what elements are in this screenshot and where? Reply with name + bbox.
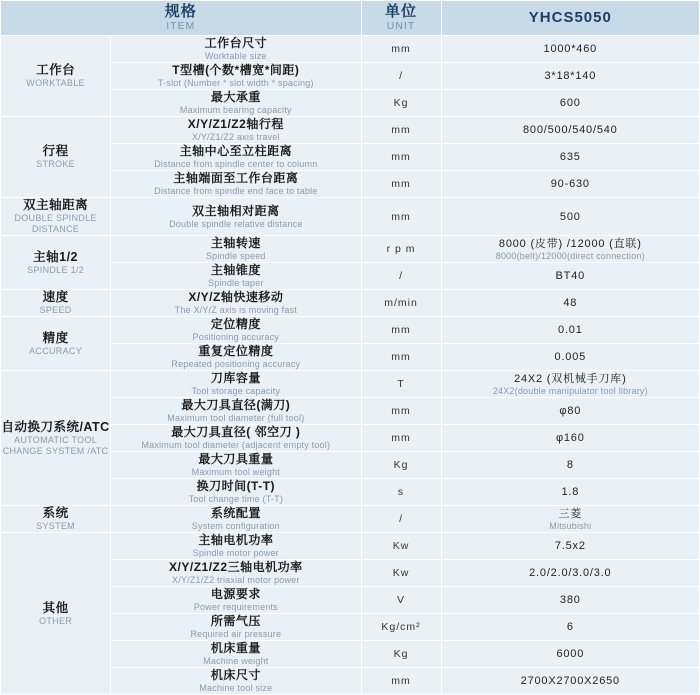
item-cell — [111, 90, 361, 117]
value-cell — [441, 344, 699, 371]
item-label-en: Repeated positioning accuracy — [171, 359, 301, 369]
value-cell — [441, 425, 699, 452]
value-main: BT40 — [555, 270, 586, 282]
unit-cell: V — [361, 587, 441, 614]
item-label-en: Machine weight — [203, 656, 269, 666]
header-unit-cn: 单位 — [385, 2, 418, 20]
item-label-cn: X/Y/Z轴快速移动 — [188, 290, 284, 304]
unit-cell: mm — [361, 171, 441, 198]
value-main: 1.8 — [561, 486, 580, 498]
table-row — [1, 198, 700, 236]
item-label-cn: 双主轴相对距离 — [192, 203, 280, 218]
table-row — [1, 317, 700, 344]
item-cell — [111, 479, 361, 506]
item-label-cn: 主轴转速 — [210, 236, 261, 250]
group-label-cn: 主轴1/2 — [33, 249, 79, 264]
unit-cell: mm — [361, 144, 441, 171]
item-label-en: Tool change time (T-T) — [188, 494, 284, 504]
item-cell — [111, 171, 361, 198]
group-label-cn: 工作台 — [36, 63, 76, 77]
item-label-en: T-slot (Number * slot width * spacing) — [157, 78, 314, 88]
item-label-cn: 定位精度 — [210, 317, 261, 331]
unit-cell: T — [361, 371, 441, 398]
group-label-en: DOUBLE SPINDLE DISTANCE — [14, 213, 97, 234]
item-label-cn: 主轴中心至立柱距离 — [179, 144, 293, 158]
item-label-en: X/Y/Z1/Z2 triaxial motor power — [172, 575, 300, 585]
header-item-cn: 规格 — [164, 2, 197, 20]
item-cell — [111, 317, 361, 344]
group-label-en: OTHER — [39, 615, 73, 626]
value-main: 90-630 — [550, 178, 590, 190]
item-cell — [111, 117, 361, 144]
item-label-cn: 主轴锥度 — [210, 263, 261, 277]
unit-cell: Kg/cm² — [361, 614, 441, 641]
value-cell — [441, 533, 699, 560]
unit-cell: mm — [361, 344, 441, 371]
group-cell — [1, 290, 111, 317]
unit-cell: mm — [361, 398, 441, 425]
unit-cell: mm — [361, 36, 441, 63]
item-label-cn: 所需气压 — [210, 614, 261, 628]
unit-cell: s — [361, 479, 441, 506]
item-label-en: Spindle speed — [205, 251, 266, 261]
item-cell — [111, 533, 361, 560]
item-cell — [111, 290, 361, 317]
group-cell — [1, 506, 111, 533]
value-cell — [441, 171, 699, 198]
header-unit-cell — [361, 1, 441, 36]
item-label-en: Machine tool size — [199, 683, 273, 693]
item-label-cn: 最大刀具直径(满刀) — [181, 398, 291, 412]
group-cell — [1, 371, 111, 506]
item-label-en: Double spindle relative distance — [169, 218, 303, 229]
item-cell — [111, 614, 361, 641]
unit-cell: mm — [361, 317, 441, 344]
unit-cell: Kw — [361, 533, 441, 560]
group-label-cn: 速度 — [42, 290, 69, 304]
group-label-en: ACCURACY — [29, 345, 83, 356]
table-row — [1, 36, 700, 63]
value-main: 三菱 — [558, 507, 583, 520]
item-label-en: X/Y/Z1/Z2 axis travel — [191, 132, 280, 142]
header-item-cell — [1, 1, 362, 36]
item-label-cn: 主轴电机功率 — [198, 533, 274, 547]
item-cell — [111, 371, 361, 398]
group-cell — [1, 198, 111, 236]
unit-cell: Kw — [361, 560, 441, 587]
item-label-cn: X/Y/Z1/Z2三轴电机功率 — [169, 560, 303, 574]
item-label-en: Power requirements — [193, 602, 278, 612]
value-cell — [441, 117, 699, 144]
item-cell — [111, 63, 361, 90]
item-label-en: System configuration — [191, 521, 280, 531]
table-row — [1, 506, 700, 533]
table-row — [1, 290, 700, 317]
value-cell — [441, 263, 699, 290]
item-cell — [111, 144, 361, 171]
value-cell — [441, 479, 699, 506]
item-label-cn: 主轴端面至工作台距离 — [173, 171, 299, 185]
value-cell — [441, 290, 699, 317]
item-label-cn: 最大承重 — [210, 90, 261, 104]
item-label-cn: X/Y/Z1/Z2轴行程 — [187, 117, 284, 131]
item-label-en: Distance from spindle end face to table — [154, 186, 318, 196]
value-cell — [441, 236, 699, 263]
item-label-cn: 最大刀具重量 — [198, 452, 274, 466]
item-label-en: Spindle taper — [208, 278, 264, 288]
header-item-en: ITEM — [166, 19, 196, 32]
item-cell — [111, 668, 361, 695]
item-cell — [111, 263, 361, 290]
value-cell — [441, 560, 699, 587]
item-label-en: Maximum bearing capacity — [179, 105, 292, 115]
table-row — [1, 533, 700, 560]
item-label-cn: 电源要求 — [210, 587, 261, 601]
unit-cell: mm — [361, 425, 441, 452]
value-cell — [441, 452, 699, 479]
value-cell — [441, 144, 699, 171]
value-cell — [441, 398, 699, 425]
unit-cell: / — [361, 263, 441, 290]
header-unit-en: UNIT — [386, 19, 416, 32]
group-label-cn: 精度 — [42, 330, 69, 345]
value-main: 635 — [559, 151, 581, 163]
item-cell — [111, 236, 361, 263]
item-cell — [111, 344, 361, 371]
item-label-en: Distance from spindle center to column — [154, 159, 318, 169]
unit-cell: mm — [361, 198, 441, 236]
value-main: 500 — [559, 210, 581, 223]
item-label-en: Spindle motor power — [192, 548, 279, 558]
value-cell — [441, 90, 699, 117]
unit-cell: / — [361, 63, 441, 90]
value-main: φ160 — [555, 432, 585, 444]
item-label-cn: 最大刀具直径( 邻空刀 ) — [171, 425, 301, 439]
group-cell — [1, 317, 111, 371]
value-main: φ80 — [559, 405, 582, 417]
value-main: 0.005 — [554, 351, 587, 363]
value-main: 0.01 — [558, 324, 583, 336]
value-cell — [441, 36, 699, 63]
item-cell — [111, 36, 361, 63]
table-row — [1, 236, 700, 263]
value-main: 8000 (皮带) /12000 (直联) — [498, 237, 642, 250]
item-label-cn: 系统配置 — [210, 506, 261, 520]
item-label-en: Required air pressure — [190, 629, 282, 639]
item-cell — [111, 198, 361, 236]
item-cell — [111, 587, 361, 614]
group-cell — [1, 533, 111, 695]
value-cell — [441, 63, 699, 90]
value-cell — [441, 317, 699, 344]
value-main: 3*18*140 — [544, 70, 597, 82]
unit-cell: mm — [361, 117, 441, 144]
item-cell — [111, 560, 361, 587]
value-main: 800/500/540/540 — [523, 124, 618, 136]
value-sub: 8000(belt)/12000(direct connection) — [495, 250, 645, 261]
item-label-en: Maximum tool diameter (adjacent empty tool) — [141, 440, 331, 450]
item-cell — [111, 506, 361, 533]
value-sub: Mitsubishi — [549, 520, 592, 531]
value-main: 7.5x2 — [554, 540, 586, 552]
item-cell — [111, 425, 361, 452]
value-cell — [441, 641, 699, 668]
item-cell — [111, 641, 361, 668]
group-label-en: SYSTEM — [36, 521, 75, 531]
group-label-en: SPINDLE 1/2 — [27, 264, 84, 275]
table-row — [1, 371, 700, 398]
header-model-cell — [441, 1, 699, 36]
value-cell — [441, 587, 699, 614]
group-cell — [1, 236, 111, 290]
value-main: 24X2 (双机械手刀库) — [514, 372, 627, 385]
group-label-en: WORKTABLE — [26, 78, 85, 88]
unit-cell: m/min — [361, 290, 441, 317]
item-label-cn: 重复定位精度 — [198, 344, 274, 358]
value-main: 2.0/2.0/3.0/3.0 — [529, 567, 612, 579]
item-cell — [111, 398, 361, 425]
value-sub: 24X2(double manipulator tool library) — [492, 385, 648, 396]
table-header-row — [1, 1, 700, 36]
unit-cell: Kg — [361, 90, 441, 117]
unit-cell: / — [361, 506, 441, 533]
group-label-cn: 双主轴距离 — [23, 198, 89, 212]
item-label-cn: 刀库容量 — [210, 371, 261, 385]
value-main: 6 — [566, 621, 574, 633]
value-main: 6000 — [556, 648, 585, 660]
specification-body — [1, 36, 700, 695]
group-label-cn: 其他 — [42, 600, 69, 615]
value-main: 2700X2700X2650 — [520, 675, 620, 687]
group-label-cn: 行程 — [42, 144, 69, 158]
item-label-cn: T型槽(个数*槽宽*间距) — [172, 63, 300, 77]
unit-cell: mm — [361, 668, 441, 695]
item-label-en: Tool storage capacity — [191, 386, 281, 396]
value-cell — [441, 198, 699, 236]
item-cell — [111, 452, 361, 479]
item-label-cn: 换刀时间(T-T) — [196, 479, 276, 493]
group-cell — [1, 36, 111, 117]
header-model: YHCS5050 — [528, 9, 612, 26]
item-label-en: Maximum tool diameter (full tool) — [167, 413, 305, 423]
value-main: 8 — [566, 459, 574, 471]
value-cell — [441, 614, 699, 641]
value-main: 380 — [559, 594, 581, 606]
value-cell — [441, 668, 699, 695]
item-label-en: Positioning accuracy — [192, 332, 280, 342]
value-main: 48 — [563, 297, 578, 309]
value-cell — [441, 506, 699, 533]
item-label-en: The X/Y/Z axis is moving fast — [174, 305, 297, 315]
unit-cell: Kg — [361, 452, 441, 479]
value-main: 600 — [559, 97, 581, 109]
value-cell — [441, 371, 699, 398]
group-label-en: AUTOMATIC TOOL CHANGE SYSTEM /ATC — [2, 434, 109, 456]
item-label-cn: 机床尺寸 — [210, 668, 261, 682]
group-cell — [1, 117, 111, 198]
item-label-en: Worktable size — [204, 51, 267, 61]
group-label-cn: 自动换刀系统/ATC — [1, 419, 110, 434]
item-label-en: Maximum tool weight — [191, 467, 280, 477]
unit-cell: Kg — [361, 641, 441, 668]
item-label-cn: 工作台尺寸 — [204, 36, 268, 50]
group-label-en: SPEED — [39, 305, 72, 315]
unit-cell: r p m — [361, 236, 441, 263]
group-label-en: STROKE — [36, 159, 75, 169]
group-label-cn: 系统 — [42, 506, 69, 520]
value-main: 1000*460 — [543, 43, 598, 55]
table-row — [1, 117, 700, 144]
item-label-cn: 机床重量 — [210, 641, 261, 655]
